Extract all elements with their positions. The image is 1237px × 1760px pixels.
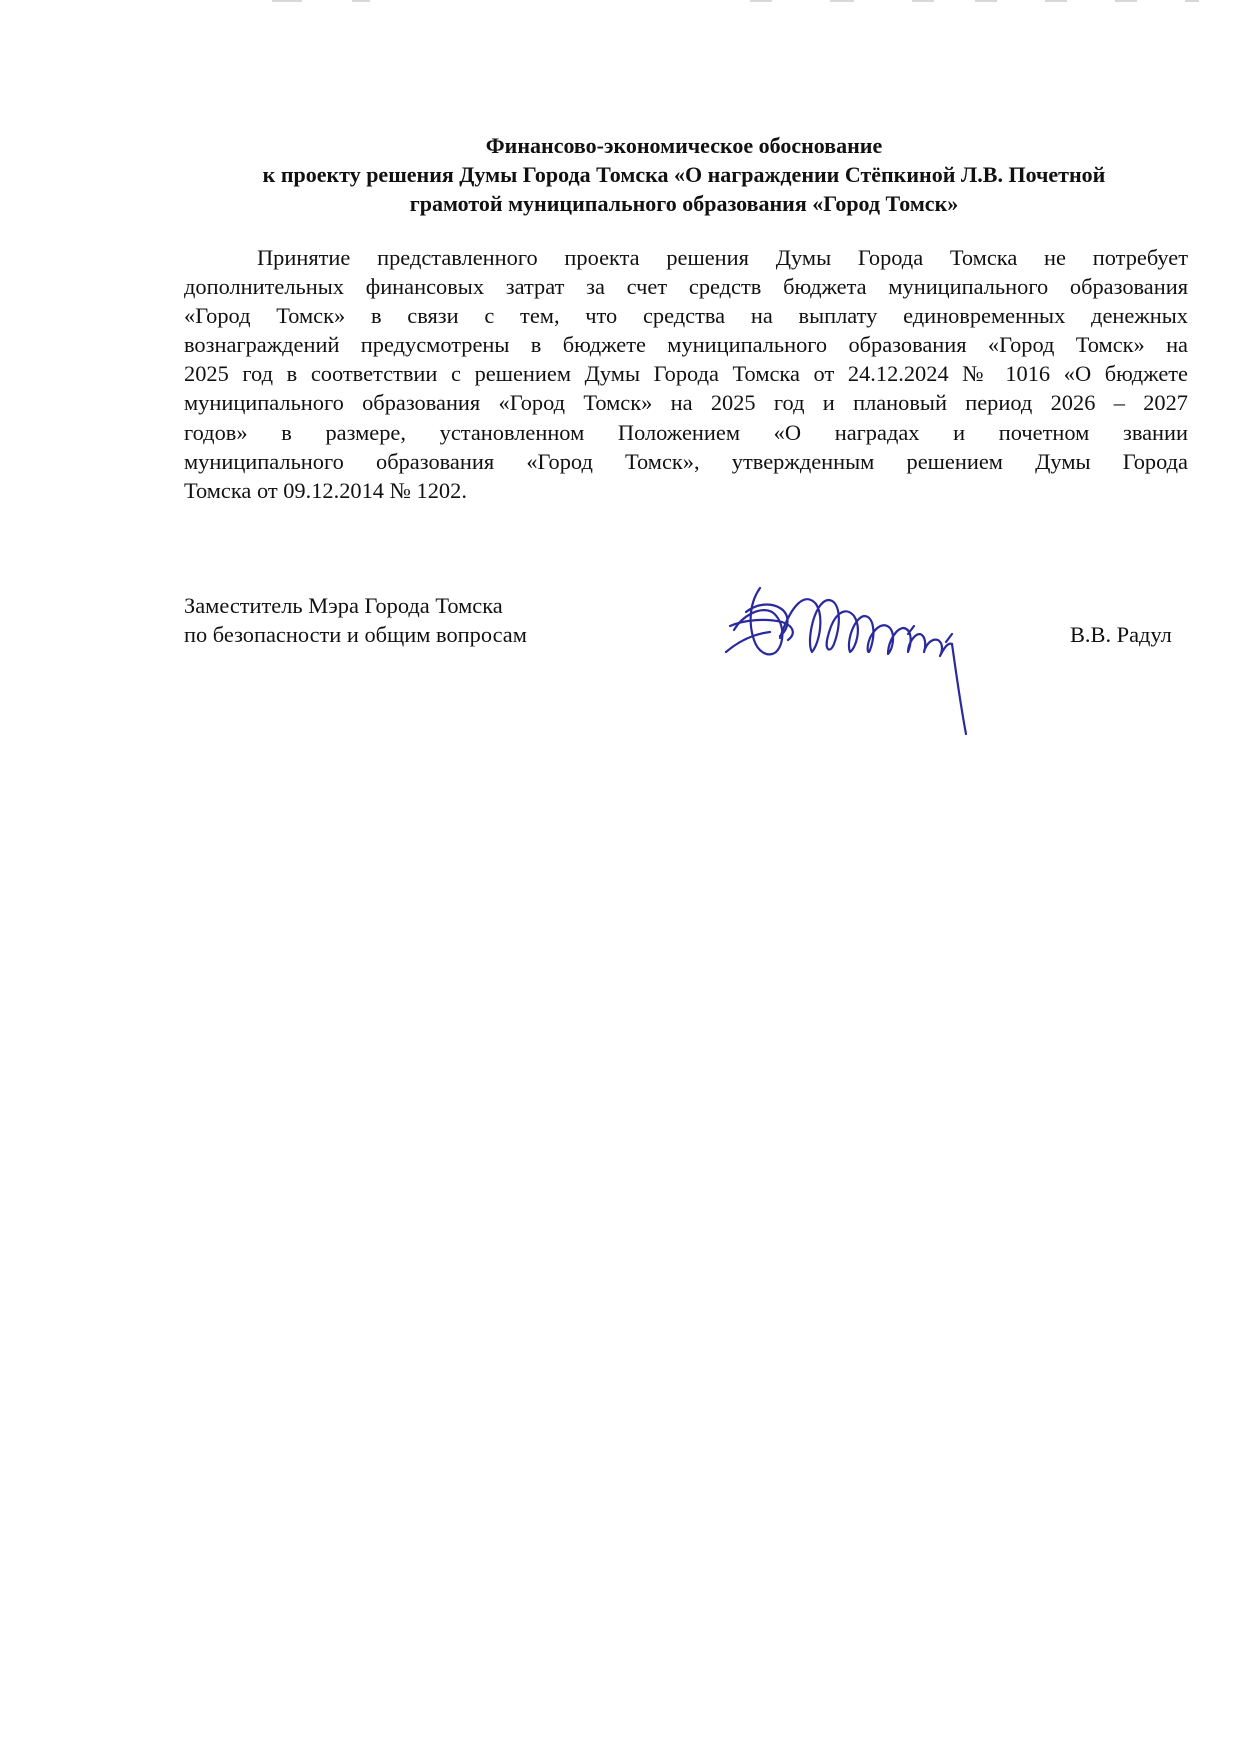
handwritten-signature bbox=[720, 582, 1040, 742]
signatory-position-line-1: Заместитель Мэра Города Томска bbox=[184, 593, 503, 618]
title-line-1: Финансово-экономическое обоснование bbox=[485, 133, 883, 158]
document-title bbox=[184, 131, 1184, 218]
body-line: годов» в размере, установленном Положением «О наградах и почетном звании bbox=[184, 419, 1188, 445]
signatory-position bbox=[184, 591, 527, 649]
body-line: «Город Томск» в связи с тем, что средства на выплату единовременных денежных bbox=[184, 303, 1188, 329]
signatory-name: В.В. Радул bbox=[1070, 622, 1172, 647]
scan-edge-marks bbox=[0, 0, 1237, 6]
signatory-position-line-2: по безопасности и общим вопросам bbox=[184, 622, 527, 647]
body-line: Принятие представленного проекта решения Думы Города Томска не потребует bbox=[257, 245, 1188, 270]
body-paragraph bbox=[184, 243, 1188, 505]
body-line: 2025 год в соответствии с решением Думы Города Томска от 24.12.2024 № 1016 «О бюджете bbox=[184, 361, 1188, 387]
body-line: дополнительных финансовых затрат за счет средств бюджета муниципального образования bbox=[184, 274, 1188, 300]
body-line: вознаграждений предусмотрены в бюджете муниципального образования «Город Томск» на bbox=[184, 332, 1188, 358]
body-line: муниципального образования «Город Томск», утвержденным решением Думы Города bbox=[184, 448, 1188, 474]
title-line-2: к проекту решения Думы Города Томска «О награждении Стёпкиной Л.В. Почетной bbox=[262, 162, 1106, 187]
body-line: Томска от 09.12.2014 № 1202. bbox=[184, 477, 467, 503]
body-line: муниципального образования «Город Томск» на 2025 год и плановый период 2026 – 2027 bbox=[184, 390, 1188, 416]
title-line-3: грамотой муниципального образования «Город Томск» bbox=[409, 191, 959, 216]
